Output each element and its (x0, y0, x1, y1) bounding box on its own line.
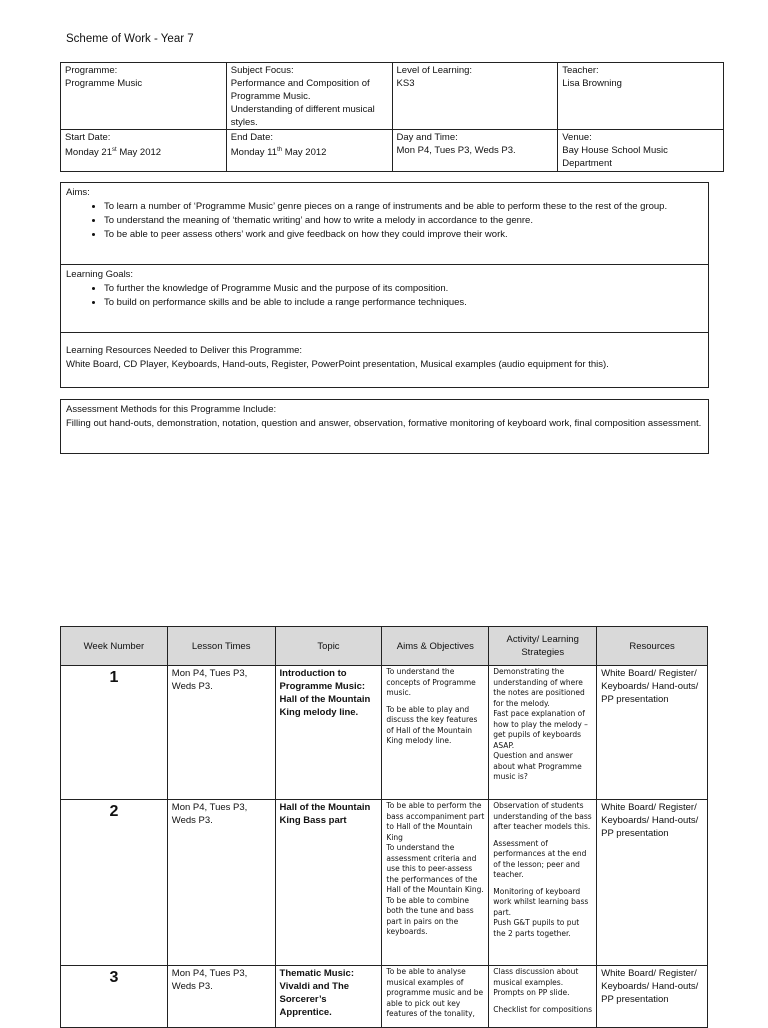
aims-objectives: To be able to analyse musical examples of programme music and be able to pick out key features of the tonality, (382, 966, 489, 1028)
aims-section (61, 183, 708, 264)
table-row (61, 800, 708, 966)
subject-focus-value-2: Understanding of different musical styles. (230, 104, 375, 128)
topic: Hall of the Mountain King Bass part (275, 800, 382, 966)
venue-value: Bay House School Music Department (562, 145, 668, 169)
header-activity: Activity/ Learning Strategies (489, 627, 597, 666)
programme-cell (61, 63, 227, 130)
aims-item: • To understand the meaning of ‘thematic writing’ and how to write a melody in accordance to the genre. (104, 214, 703, 228)
lesson-times: Mon P4, Tues P3, Weds P3. (167, 966, 275, 1028)
aims-objectives: To be able to perform the bass accompaniment part to Hall of the Mountain King To understand the assessment criteria and use this to peer-assess the performances of the Hall of the Mountain King. To be able to combine both the tune and bass part in pairs on the keyboards. (382, 800, 489, 966)
learning-goals-heading: Learning Goals: (66, 269, 134, 280)
level-label: Level of Learning: (396, 65, 473, 76)
resources: White Board/ Register/ Keyboards/ Hand-outs/ PP presentation (597, 800, 708, 966)
table-header-row (61, 627, 708, 666)
weekly-plan-table (60, 626, 708, 1028)
activity-strategies: Class discussion about musical examples. Prompts on PP slide. Checklist for compositions (489, 966, 597, 1028)
learning-goals-list (66, 282, 703, 310)
week-number: 2 (61, 800, 168, 966)
learning-goals-item: • To build on performance skills and be able to include a range performance techniques. (104, 296, 703, 310)
lesson-times: Mon P4, Tues P3, Weds P3. (167, 666, 275, 800)
level-cell (392, 63, 558, 130)
topic: Thematic Music: Vivaldi and The Sorcerer’s Apprentice. (275, 966, 382, 1028)
venue-cell (558, 130, 724, 172)
teacher-cell (558, 63, 724, 130)
resources-section (61, 332, 708, 372)
end-date-label: End Date: (230, 132, 273, 143)
programme-label: Programme: (65, 65, 118, 76)
table-row (61, 966, 708, 1028)
subject-focus-label: Subject Focus: (230, 65, 294, 76)
aims-item: • To learn a number of ‘Programme Music’ genre pieces on a range of instruments and be able to perform these to the rest of the group. (104, 200, 703, 214)
page-title: Scheme of Work - Year 7 (66, 33, 194, 45)
week-number: 3 (61, 966, 168, 1028)
aims-item: • To be able to peer assess others’ work and give feedback on how they could improve their work. (104, 228, 703, 242)
header-lesson-times: Lesson Times (167, 627, 275, 666)
start-date-label: Start Date: (65, 132, 111, 143)
assessment-text: Filling out hand-outs, demonstration, notation, question and answer, observation, formative monitoring of keyboard work, final composition assessment. (66, 418, 702, 429)
subject-focus-cell (226, 63, 392, 130)
end-date-value: Monday 11th May 2012 (230, 147, 327, 159)
day-time-label: Day and Time: (396, 132, 458, 143)
learning-goals-section (61, 264, 708, 332)
resources-text: White Board, CD Player, Keyboards, Hand-outs, Register, PowerPoint presentation, Musical examples (audio equipment for this). (66, 359, 609, 370)
teacher-label: Teacher: (562, 65, 599, 76)
header-week-number: Week Number (61, 627, 168, 666)
assessment-box (60, 399, 709, 454)
programme-info-table (60, 62, 724, 172)
subject-focus-value: Performance and Composition of Programme Music. (230, 78, 370, 102)
activity-strategies: Observation of students understanding of the bass after teacher models this. Assessment of performances at the end of the lesson; peer and teacher. Monitoring of keyboard work whilst learning bass part. Push G&T pupils to put the 2 parts together. (489, 800, 597, 966)
aims-heading: Aims: (66, 187, 90, 198)
lesson-times: Mon P4, Tues P3, Weds P3. (167, 800, 275, 966)
day-time-cell (392, 130, 558, 172)
teacher-value: Lisa Browning (562, 78, 622, 89)
aims-objectives: To understand the concepts of Programme music. To be able to play and discuss the key features of Hall of the Mountain King melody line. (382, 666, 489, 800)
activity-strategies: Demonstrating the understanding of where the notes are positioned for the melody. Fast pace explanation of how to play the melody – get pupils of keyboards ASAP. Question and answer about what Programme music is? (489, 666, 597, 800)
assessment-heading: Assessment Methods for this Programme Include: (66, 404, 277, 415)
resources-heading: Learning Resources Needed to Deliver this Programme: (66, 345, 303, 356)
start-date-cell (61, 130, 227, 172)
resources: White Board/ Register/ Keyboards/ Hand-outs/ PP presentation (597, 666, 708, 800)
table-row (61, 666, 708, 800)
resources: White Board/ Register/ Keyboards/ Hand-outs/ PP presentation (597, 966, 708, 1028)
level-value: KS3 (396, 78, 415, 89)
header-topic: Topic (275, 627, 382, 666)
aims-list (66, 200, 703, 242)
end-date-cell (226, 130, 392, 172)
learning-goals-item: • To further the knowledge of Programme Music and the purpose of its composition. (104, 282, 703, 296)
header-resources: Resources (597, 627, 708, 666)
venue-label: Venue: (562, 132, 592, 143)
start-date-value: Monday 21st May 2012 (65, 147, 162, 159)
aims-goals-resources-box (60, 182, 709, 388)
week-number: 1 (61, 666, 168, 800)
programme-value: Programme Music (65, 78, 143, 89)
day-time-value: Mon P4, Tues P3, Weds P3. (396, 145, 516, 156)
header-aims-objectives: Aims & Objectives (382, 627, 489, 666)
topic: Introduction to Programme Music: Hall of the Mountain King melody line. (275, 666, 382, 800)
